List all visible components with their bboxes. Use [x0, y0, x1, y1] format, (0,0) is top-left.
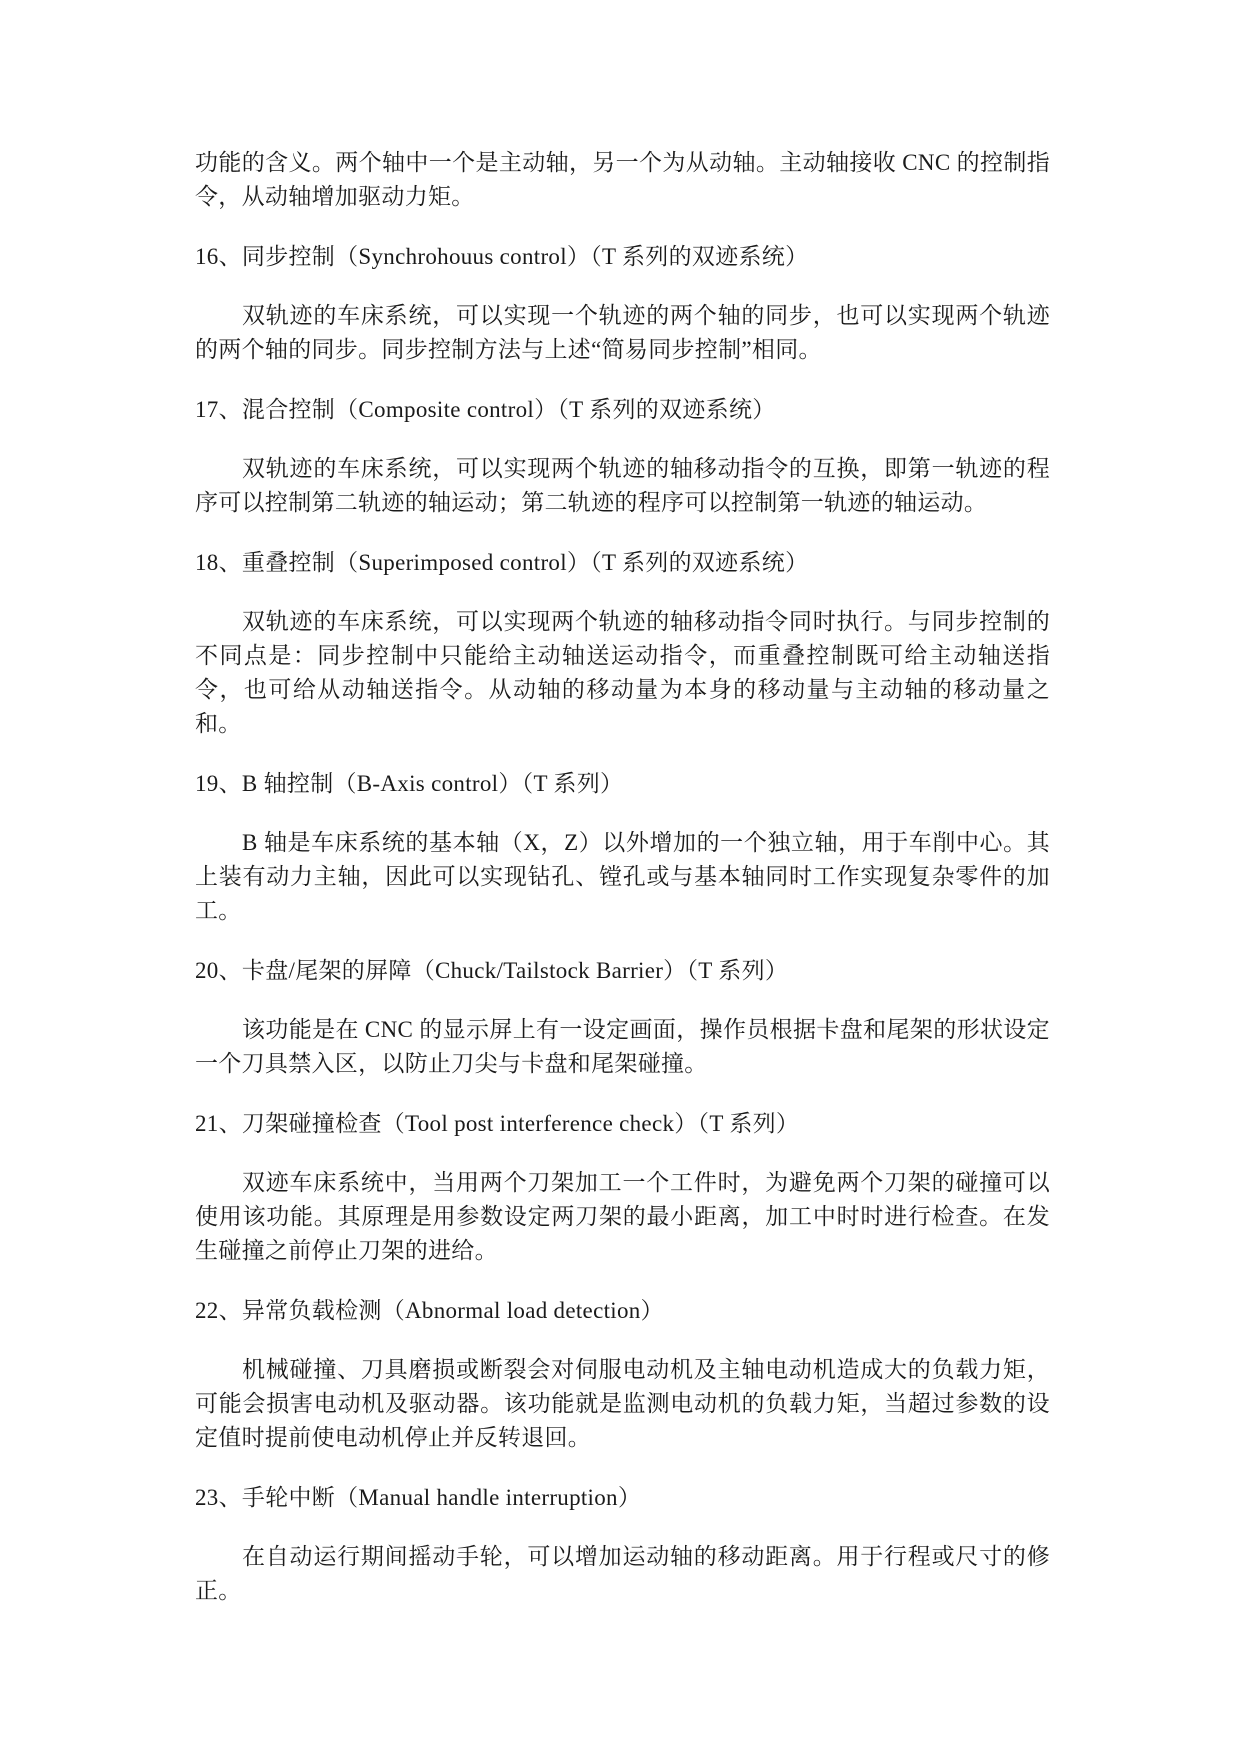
- section-19-heading: 19、B 轴控制（B-Axis control）（T 系列）: [195, 771, 624, 796]
- section-20-body: 该功能是在 CNC 的显示屏上有一设定画面，操作员根据卡盘和尾架的形状设定一个刀具禁入区，以防止刀尖与卡盘和尾架碰撞。: [195, 1017, 1050, 1076]
- section-21-body: 双迹车床系统中，当用两个刀架加工一个工件时，为避免两个刀架的碰撞可以使用该功能。其原理是用参数设定两刀架的最小距离，加工中时时进行检查。在发生碰撞之前停止刀架的进给。: [195, 1170, 1050, 1263]
- section-17-body: 双轨迹的车床系统，可以实现两个轨迹的轴移动指令的互换，即第一轨迹的程序可以控制第二轨迹的轴运动；第二轨迹的程序可以控制第一轨迹的轴运动。: [195, 456, 1050, 515]
- section-18-heading: 18、重叠控制（Superimposed control）（T 系列的双迹系统）: [195, 550, 809, 575]
- section-18-body: 双轨迹的车床系统，可以实现两个轨迹的轴移动指令同时执行。与同步控制的不同点是：同步控制中只能给主动轴送运动指令，而重叠控制既可给主动轴送指令，也可给从动轴送指令。从动轴的移动量为本身的移动量与主动轴的移动量之和。: [195, 609, 1050, 736]
- section-19-body: B 轴是车床系统的基本轴（X，Z）以外增加的一个独立轴，用于车削中心。其上装有动力主轴，因此可以实现钻孔、镗孔或与基本轴同时工作实现复杂零件的加工。: [195, 830, 1050, 923]
- document-page: [195, 146, 1050, 1608]
- section-22-heading: 22、异常负载检测（Abnormal load detection）: [195, 1298, 664, 1323]
- section-16-body: 双轨迹的车床系统，可以实现一个轨迹的两个轴的同步，也可以实现两个轨迹的两个轴的同步。同步控制方法与上述“简易同步控制”相同。: [195, 303, 1050, 362]
- section-23-heading: 23、手轮中断（Manual handle interruption）: [195, 1485, 642, 1510]
- section-20-heading: 20、卡盘/尾架的屏障（Chuck/Tailstock Barrier）（T 系列）: [195, 958, 789, 983]
- intro-paragraph: 功能的含义。两个轴中一个是主动轴，另一个为从动轴。主动轴接收 CNC 的控制指令，从动轴增加驱动力矩。: [195, 150, 1050, 209]
- section-23-body: 在自动运行期间摇动手轮，可以增加运动轴的移动距离。用于行程或尺寸的修正。: [195, 1544, 1050, 1603]
- section-16-heading: 16、同步控制（Synchrohouus control）（T 系列的双迹系统）: [195, 244, 809, 269]
- section-22-body: 机械碰撞、刀具磨损或断裂会对伺服电动机及主轴电动机造成大的负载力矩，可能会损害电动机及驱动器。该功能就是监测电动机的负载力矩，当超过参数的设定值时提前使电动机停止并反转退回。: [195, 1357, 1050, 1450]
- section-21-heading: 21、刀架碰撞检查（Tool post interference check）（T 系列）: [195, 1111, 800, 1136]
- section-17-heading: 17、混合控制（Composite control）（T 系列的双迹系统）: [195, 397, 776, 422]
